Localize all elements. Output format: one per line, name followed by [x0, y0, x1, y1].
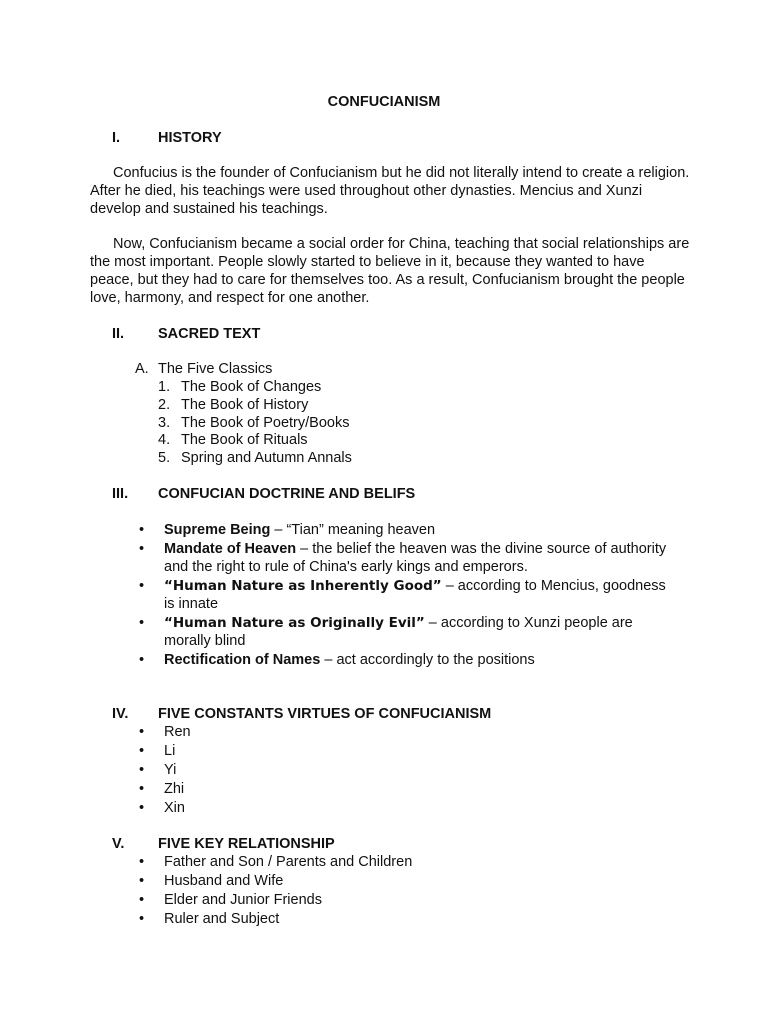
- bullet-icon: •: [139, 911, 145, 927]
- section-number: III.: [112, 486, 129, 502]
- virtues-list: [139, 723, 679, 818]
- section-heading-relationships: [112, 835, 335, 853]
- list-item: [158, 431, 352, 449]
- section-heading-doctrine: [112, 485, 415, 503]
- item-text: Zhi: [164, 781, 185, 797]
- paragraph-text: Now, Confucianism became a social order for China, teaching that social relationships are the most important. People slowly started to believe in it, because they wanted to have peace, but they had to care for themselves too. As a result, Confucianism brought the people love, harmony, and respect for one another.: [90, 236, 690, 306]
- five-classics-list: [158, 378, 352, 467]
- item-text: Ruler and Subject: [164, 911, 280, 927]
- list-item: [139, 853, 679, 872]
- bullet-icon: •: [139, 578, 145, 594]
- section-number: IV.: [112, 706, 129, 722]
- description: – act accordingly to the positions: [320, 652, 535, 668]
- item-text: Yi: [164, 762, 177, 778]
- item-text: Spring and Autumn Annals: [181, 450, 352, 467]
- history-paragraph-2: [90, 235, 690, 307]
- item-text: Father and Son / Parents and Children: [164, 854, 413, 870]
- section-number: I.: [112, 130, 121, 146]
- section-heading-sacred-text: [112, 325, 260, 343]
- list-item: [139, 910, 679, 929]
- relationships-list: [139, 853, 679, 929]
- list-item: [139, 799, 679, 818]
- history-paragraph-1: [90, 164, 690, 218]
- section-title: SACRED TEXT: [158, 326, 261, 342]
- bullet-icon: •: [139, 743, 145, 759]
- item-text: Li: [164, 743, 176, 759]
- section-heading-history: [112, 129, 222, 147]
- item-number: 1.: [158, 379, 171, 395]
- bullet-icon: •: [139, 762, 145, 778]
- section-heading-virtues: [112, 705, 491, 723]
- list-item: [139, 577, 679, 613]
- description: – according to Xunzi people are morally blind: [164, 615, 633, 649]
- section-title: FIVE KEY RELATIONSHIP: [158, 836, 335, 852]
- item-number: 3.: [158, 414, 171, 431]
- bullet-icon: •: [139, 615, 145, 631]
- bullet-icon: •: [139, 800, 145, 816]
- list-item: [139, 651, 679, 669]
- description: – “Tian” meaning heaven: [270, 522, 436, 538]
- description: – according to Mencius, goodness is innate: [164, 578, 666, 612]
- term: Supreme Being: [164, 522, 271, 538]
- subsection-letter: A.: [135, 361, 149, 377]
- list-item: [139, 614, 679, 650]
- item-text: The Book of Poetry/Books: [181, 414, 350, 431]
- section-title: CONFUCIAN DOCTRINE AND BELIFS: [158, 486, 416, 502]
- subsection-label: The Five Classics: [158, 361, 273, 377]
- section-title: HISTORY: [158, 130, 222, 146]
- list-item: [139, 780, 679, 799]
- item-text: Elder and Junior Friends: [164, 892, 322, 908]
- list-item: [139, 540, 679, 576]
- document-title: CONFUCIANISM: [327, 94, 441, 110]
- item-text: Ren: [164, 724, 191, 740]
- list-item: [158, 449, 352, 467]
- list-item: [158, 396, 352, 414]
- bullet-icon: •: [139, 541, 145, 557]
- term: Rectification of Names: [164, 652, 321, 668]
- item-text: The Book of History: [181, 396, 309, 413]
- item-text: Husband and Wife: [164, 873, 284, 889]
- term: “Human Nature as Originally Evil”: [164, 615, 425, 631]
- bullet-icon: •: [139, 522, 145, 538]
- bullet-icon: •: [139, 854, 145, 870]
- list-item: [139, 723, 679, 742]
- item-text: Xin: [164, 800, 185, 816]
- section-number: V.: [112, 836, 125, 852]
- bullet-icon: •: [139, 781, 145, 797]
- list-item: [139, 891, 679, 910]
- list-item: [158, 378, 352, 396]
- bullet-icon: •: [139, 724, 145, 740]
- doctrine-list: [139, 521, 679, 670]
- paragraph-text: Confucius is the founder of Confucianism but he did not literally intend to create a religion. After he died, his teachings were used throughout other dynasties. Mencius and Xunzi develop and sustained his teachings.: [90, 165, 690, 217]
- term: Mandate of Heaven: [164, 541, 297, 557]
- description: – the belief the heaven was the divine source of authority and the right to rule of China's early kings and emperors.: [164, 541, 667, 575]
- bullet-icon: •: [139, 892, 145, 908]
- list-item: [139, 521, 679, 539]
- list-item: [139, 761, 679, 780]
- list-item: [158, 414, 352, 432]
- section-number: II.: [112, 326, 125, 342]
- list-item: [139, 742, 679, 761]
- list-item: [139, 872, 679, 891]
- bullet-icon: •: [139, 873, 145, 889]
- subsection-five-classics: [135, 360, 272, 378]
- item-number: 5.: [158, 450, 171, 467]
- section-title: FIVE CONSTANTS VIRTUES OF CONFUCIANISM: [158, 706, 492, 722]
- item-number: 4.: [158, 432, 171, 449]
- item-text: The Book of Rituals: [181, 432, 308, 449]
- term: “Human Nature as Inherently Good”: [164, 578, 442, 594]
- item-number: 2.: [158, 396, 171, 413]
- item-text: The Book of Changes: [181, 379, 322, 395]
- bullet-icon: •: [139, 652, 145, 668]
